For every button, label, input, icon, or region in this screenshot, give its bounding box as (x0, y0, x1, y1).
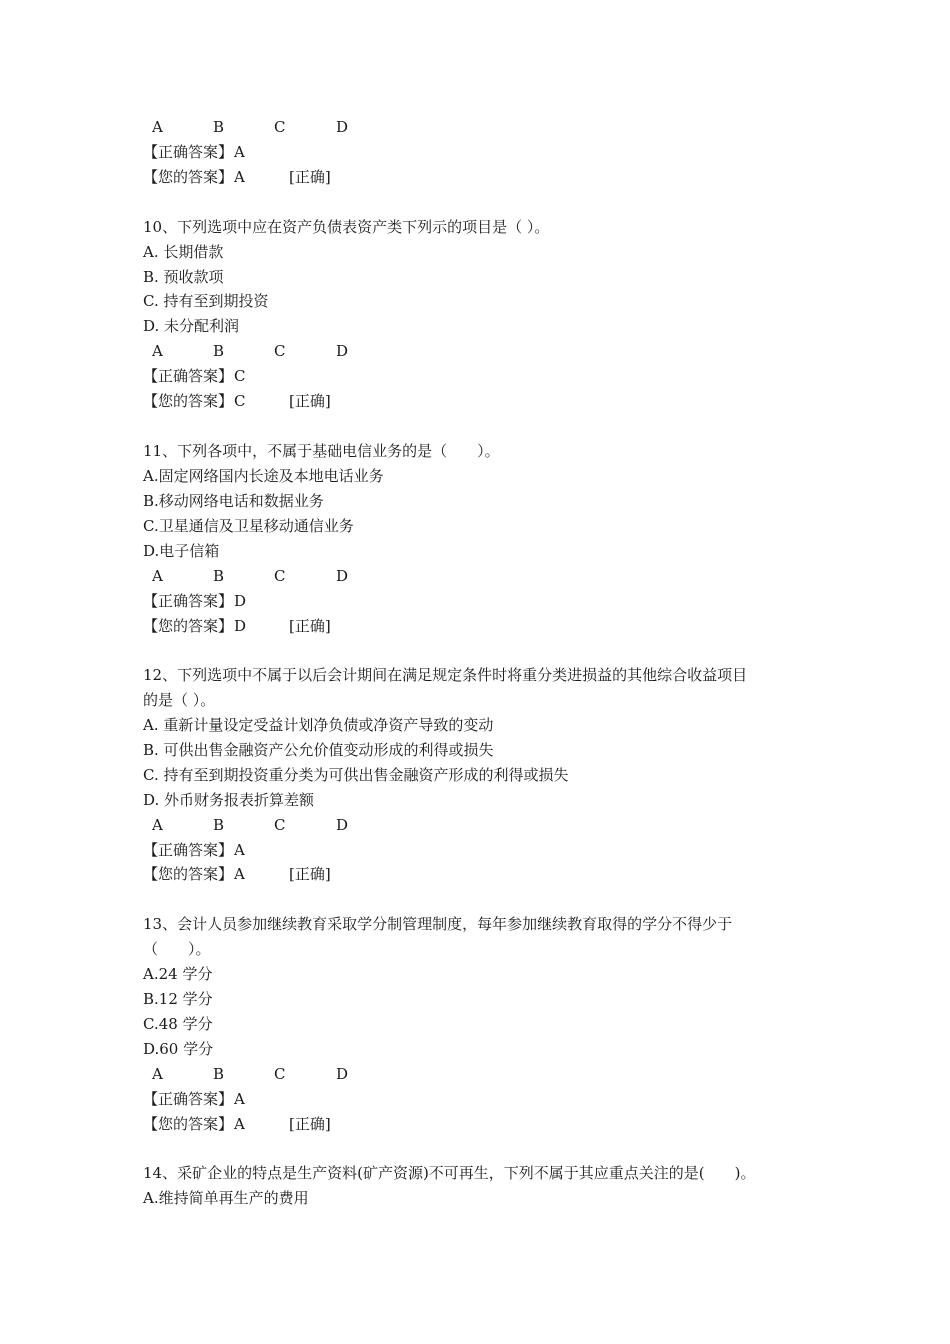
answer-label: 【正确答案】 (143, 841, 234, 859)
choice-option-b[interactable]: B (213, 567, 225, 585)
choice-option-c[interactable]: C (274, 567, 286, 585)
choice-option-d[interactable]: D (336, 816, 349, 834)
text-line: B. 预收款项 (143, 268, 224, 286)
choice-option-d[interactable]: D (336, 118, 349, 136)
text-line: （ ）。 (143, 940, 211, 958)
choice-option-a[interactable]: A (152, 567, 163, 585)
correct-answer (143, 591, 246, 611)
choice-option-a[interactable]: A (152, 118, 163, 136)
answer-value: A (234, 1115, 245, 1133)
choice-option-d[interactable]: D (336, 342, 349, 360)
choice-option-a[interactable]: A (152, 1065, 163, 1083)
answer-value: A (234, 1090, 245, 1108)
choice-option-b[interactable]: B (213, 1065, 225, 1083)
text-line: 13、会计人员参加继续教育采取学分制管理制度，每年参加继续教育取得的学分不得少于 (143, 915, 733, 933)
text-line: C. 持有至到期投资重分类为可供出售金融资产形成的利得或损失 (143, 766, 569, 784)
choice-option-c[interactable]: C (274, 816, 286, 834)
answer-status: [正确] (289, 865, 331, 883)
text-line: D. 外币财务报表折算差额 (143, 791, 315, 809)
answer-value: C (234, 367, 246, 385)
answer-value: A (234, 168, 245, 186)
answer-label: 【您的答案】 (143, 1115, 234, 1133)
your-answer (143, 1114, 331, 1134)
text-line: 14、采矿企业的特点是生产资料(矿产资源)不可再生，下列不属于其应重点关注的是( )。 (143, 1164, 756, 1182)
answer-value: C (234, 392, 246, 410)
answer-value: A (234, 841, 245, 859)
text-line: A.24 学分 (143, 965, 213, 983)
answer-label: 【您的答案】 (143, 168, 234, 186)
choice-option-b[interactable]: B (213, 816, 225, 834)
answer-value: D (234, 617, 247, 635)
text-line: A.固定网络国内长途及本地电话业务 (143, 467, 384, 485)
choice-option-c[interactable]: C (274, 1065, 286, 1083)
answer-value: A (234, 865, 245, 883)
text-line: 10、下列选项中应在资产负债表资产类下列示的项目是（ ）。 (143, 218, 550, 236)
answer-label: 【正确答案】 (143, 1090, 234, 1108)
choice-option-a[interactable]: A (152, 342, 163, 360)
text-line: 11、下列各项中，不属于基础电信业务的是（ ）。 (143, 442, 500, 460)
choice-option-d[interactable]: D (336, 1065, 349, 1083)
answer-status: [正确] (289, 1115, 331, 1133)
choice-option-b[interactable]: B (213, 118, 225, 136)
text-line: D. 未分配利润 (143, 317, 240, 335)
your-answer (143, 167, 331, 187)
text-line: 12、下列选项中不属于以后会计期间在满足规定条件时将重分类进损益的其他综合收益项目 (143, 666, 748, 684)
choice-option-c[interactable]: C (274, 342, 286, 360)
text-line: D.电子信箱 (143, 542, 220, 560)
your-answer (143, 391, 331, 411)
answer-label: 【您的答案】 (143, 865, 234, 883)
text-line: C.卫星通信及卫星移动通信业务 (143, 517, 354, 535)
correct-answer (143, 142, 245, 162)
text-line: A. 重新计量设定受益计划净负债或净资产导致的变动 (143, 716, 494, 734)
answer-label: 【正确答案】 (143, 143, 234, 161)
answer-value: D (234, 592, 247, 610)
answer-label: 【您的答案】 (143, 617, 234, 635)
answer-label: 【正确答案】 (143, 367, 234, 385)
text-line: 的是（ ）。 (143, 691, 216, 709)
answer-status: [正确] (289, 617, 331, 635)
text-line: A.维持简单再生产的费用 (143, 1189, 309, 1207)
choice-option-b[interactable]: B (213, 342, 225, 360)
text-line: A. 长期借款 (143, 243, 224, 261)
correct-answer (143, 1089, 245, 1109)
your-answer (143, 864, 331, 884)
answer-status: [正确] (289, 168, 331, 186)
text-line: B.12 学分 (143, 990, 213, 1008)
choice-option-a[interactable]: A (152, 816, 163, 834)
answer-status: [正确] (289, 392, 331, 410)
text-line: B.移动网络电话和数据业务 (143, 492, 324, 510)
your-answer (143, 616, 331, 636)
choice-option-d[interactable]: D (336, 567, 349, 585)
answer-label: 【正确答案】 (143, 592, 234, 610)
answer-value: A (234, 143, 245, 161)
correct-answer (143, 366, 246, 386)
text-line: C.48 学分 (143, 1015, 213, 1033)
choice-option-c[interactable]: C (274, 118, 286, 136)
text-line: C. 持有至到期投资 (143, 292, 269, 310)
answer-label: 【您的答案】 (143, 392, 234, 410)
text-line: D.60 学分 (143, 1040, 214, 1058)
text-line: B. 可供出售金融资产公允价值变动形成的利得或损失 (143, 741, 494, 759)
correct-answer (143, 840, 245, 860)
